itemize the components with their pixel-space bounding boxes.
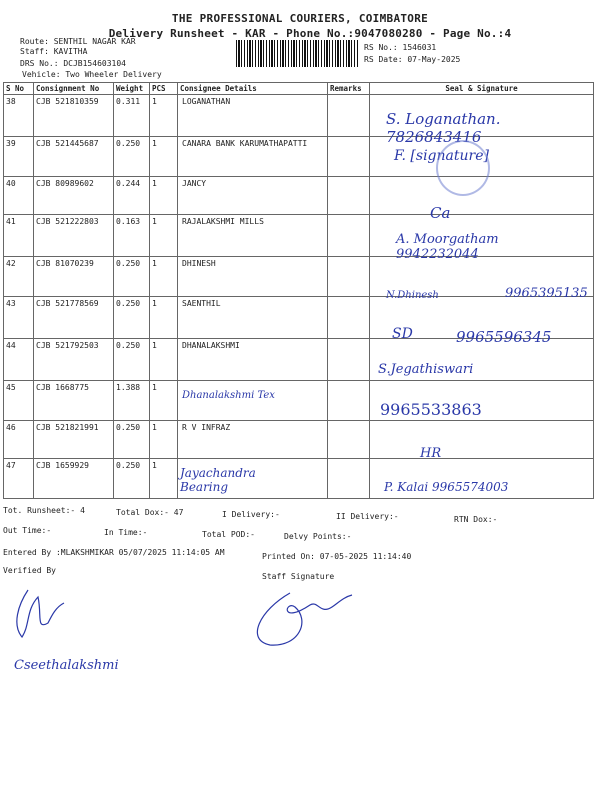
sig-row44: S.Jegathiswari xyxy=(378,362,474,377)
consignee-row45-handwritten: Dhanalakshmi Tex xyxy=(182,390,275,401)
sig-row43: 9965596345 xyxy=(456,328,552,346)
sno-cell: 41 xyxy=(4,215,34,257)
consignee-cell: LOGANATHAN xyxy=(178,95,328,137)
ii-delivery: II Delivery:- xyxy=(336,512,399,521)
col-sno: S No xyxy=(4,83,34,95)
sno-cell: 42 xyxy=(4,257,34,297)
weight-cell: 1.388 xyxy=(114,381,150,421)
pcs-cell: 1 xyxy=(150,297,178,339)
remarks-cell xyxy=(328,177,370,215)
consignee-cell: CANARA BANK KARUMATHAPATTI xyxy=(178,137,328,177)
vehicle-label: Vehicle: Two Wheeler Delivery xyxy=(22,70,162,79)
remarks-cell xyxy=(328,381,370,421)
remarks-cell xyxy=(328,257,370,297)
rtn-dox: RTN Dox:- xyxy=(454,515,498,524)
remarks-cell xyxy=(328,137,370,177)
consignment-cell: CJB 80989602 xyxy=(34,177,114,215)
consignee-cell: JANCY xyxy=(178,177,328,215)
delvy-points: Delvy Points:- xyxy=(284,532,352,541)
sno-cell: 43 xyxy=(4,297,34,339)
weight-cell: 0.250 xyxy=(114,257,150,297)
col-weight: Weight xyxy=(114,83,150,95)
pcs-cell: 1 xyxy=(150,95,178,137)
table-row xyxy=(4,381,594,421)
consignee-cell: RAJALAKSHMI MILLS xyxy=(178,215,328,257)
remarks-cell xyxy=(328,297,370,339)
consignment-cell: CJB 521821991 xyxy=(34,421,114,459)
rs-number: RS No.: 1546031 xyxy=(364,43,437,52)
bank-seal-stamp xyxy=(436,140,490,196)
weight-cell: 0.250 xyxy=(114,297,150,339)
weight-cell: 0.250 xyxy=(114,421,150,459)
out-time: Out Time:- xyxy=(3,526,52,535)
sno-cell: 44 xyxy=(4,339,34,381)
sig-row38: S. Loganathan. 7826843416 xyxy=(386,110,501,146)
pcs-cell: 1 xyxy=(150,381,178,421)
weight-cell: 0.250 xyxy=(114,137,150,177)
remarks-cell xyxy=(328,421,370,459)
pcs-cell: 1 xyxy=(150,459,178,499)
verified-handwritten-name: Cseethalakshmi xyxy=(14,658,119,673)
printed-on: Printed On: 07-05-2025 11:14:40 xyxy=(262,552,412,561)
weight-cell: 0.250 xyxy=(114,459,150,499)
weight-cell: 0.244 xyxy=(114,177,150,215)
drs-label: DRS No.: DCJB154603104 xyxy=(20,59,126,68)
staff-signature xyxy=(240,585,360,655)
rs-date: RS Date: 07-May-2025 xyxy=(364,55,461,64)
consignee-cell: DHANALAKSHMI xyxy=(178,339,328,381)
pcs-cell: 1 xyxy=(150,215,178,257)
weight-cell: 0.250 xyxy=(114,339,150,381)
sig-row39: F. [signature] xyxy=(394,148,489,164)
consignment-cell: CJB 521810359 xyxy=(34,95,114,137)
runsheet-title: Delivery Runsheet - KAR - Phone No.:9047080280 - Page No.:4 xyxy=(108,27,512,40)
company-title: THE PROFESSIONAL COURIERS, COIMBATORE xyxy=(171,12,429,25)
i-delivery: I Delivery:- xyxy=(222,510,280,519)
sig-row46: HR xyxy=(420,446,442,461)
sig-row42: 9965395135 xyxy=(505,286,588,301)
col-consignment: Consignment No xyxy=(34,83,114,95)
sno-cell: 46 xyxy=(4,421,34,459)
col-consignee: Consignee Details xyxy=(178,83,328,95)
table-row xyxy=(4,421,594,459)
pcs-cell: 1 xyxy=(150,257,178,297)
remarks-cell xyxy=(328,339,370,381)
col-signature: Seal & Signature xyxy=(370,83,594,95)
consignee-row47-handwritten: Jayachandra Bearing xyxy=(180,466,256,494)
barcode xyxy=(236,40,358,67)
verified-signature xyxy=(8,585,68,645)
consignment-cell: CJB 521222803 xyxy=(34,215,114,257)
pcs-cell: 1 xyxy=(150,339,178,381)
table-row xyxy=(4,177,594,215)
sno-cell: 47 xyxy=(4,459,34,499)
consignment-cell: CJB 1659929 xyxy=(34,459,114,499)
consignee-cell: DHINESH xyxy=(178,257,328,297)
remarks-cell xyxy=(328,215,370,257)
col-pcs: PCS xyxy=(150,83,178,95)
consignment-cell: CJB 521778569 xyxy=(34,297,114,339)
sno-cell: 45 xyxy=(4,381,34,421)
staff-signature-label: Staff Signature xyxy=(262,572,335,581)
staff-label: Staff: KAVITHA xyxy=(20,47,88,56)
remarks-cell xyxy=(328,459,370,499)
route-label: Route: SENTHIL NAGAR KAR xyxy=(20,37,136,46)
in-time: In Time:- xyxy=(104,528,148,537)
weight-cell: 0.311 xyxy=(114,95,150,137)
consignment-cell: CJB 521792503 xyxy=(34,339,114,381)
consignee-cell: R V INFRAZ xyxy=(178,421,328,459)
sig-row47: P. Kalai 9965574003 xyxy=(384,480,509,494)
sno-cell: 39 xyxy=(4,137,34,177)
entered-by: Entered By :MLAKSHMIKAR 05/07/2025 11:14:05 AM xyxy=(3,548,225,557)
pcs-cell: 1 xyxy=(150,137,178,177)
consignment-cell: CJB 521445687 xyxy=(34,137,114,177)
consignment-cell: CJB 1668775 xyxy=(34,381,114,421)
verified-by: Verified By xyxy=(3,566,56,575)
sig-row41: A. Moorgatham 9942232044 xyxy=(396,232,499,262)
consignee-cell: SAENTHIL xyxy=(178,297,328,339)
mark-row40: Ca xyxy=(430,204,451,222)
remarks-cell xyxy=(328,95,370,137)
total-runsheet: Tot. Runsheet:- 4 xyxy=(3,506,85,515)
total-pod: Total POD:- xyxy=(202,530,255,539)
consignment-cell: CJB 81070239 xyxy=(34,257,114,297)
total-dox: Total Dox:- 47 xyxy=(116,508,184,517)
sig-row42-name: N.Dhinesh xyxy=(386,290,439,301)
sig-row45: 9965533863 xyxy=(380,400,482,419)
table-header xyxy=(4,83,594,95)
sno-cell: 40 xyxy=(4,177,34,215)
signature-cell xyxy=(370,421,594,459)
sig-row43-mark: SD xyxy=(392,326,413,342)
pcs-cell: 1 xyxy=(150,421,178,459)
pcs-cell: 1 xyxy=(150,177,178,215)
weight-cell: 0.163 xyxy=(114,215,150,257)
col-remarks: Remarks xyxy=(328,83,370,95)
sno-cell: 38 xyxy=(4,95,34,137)
